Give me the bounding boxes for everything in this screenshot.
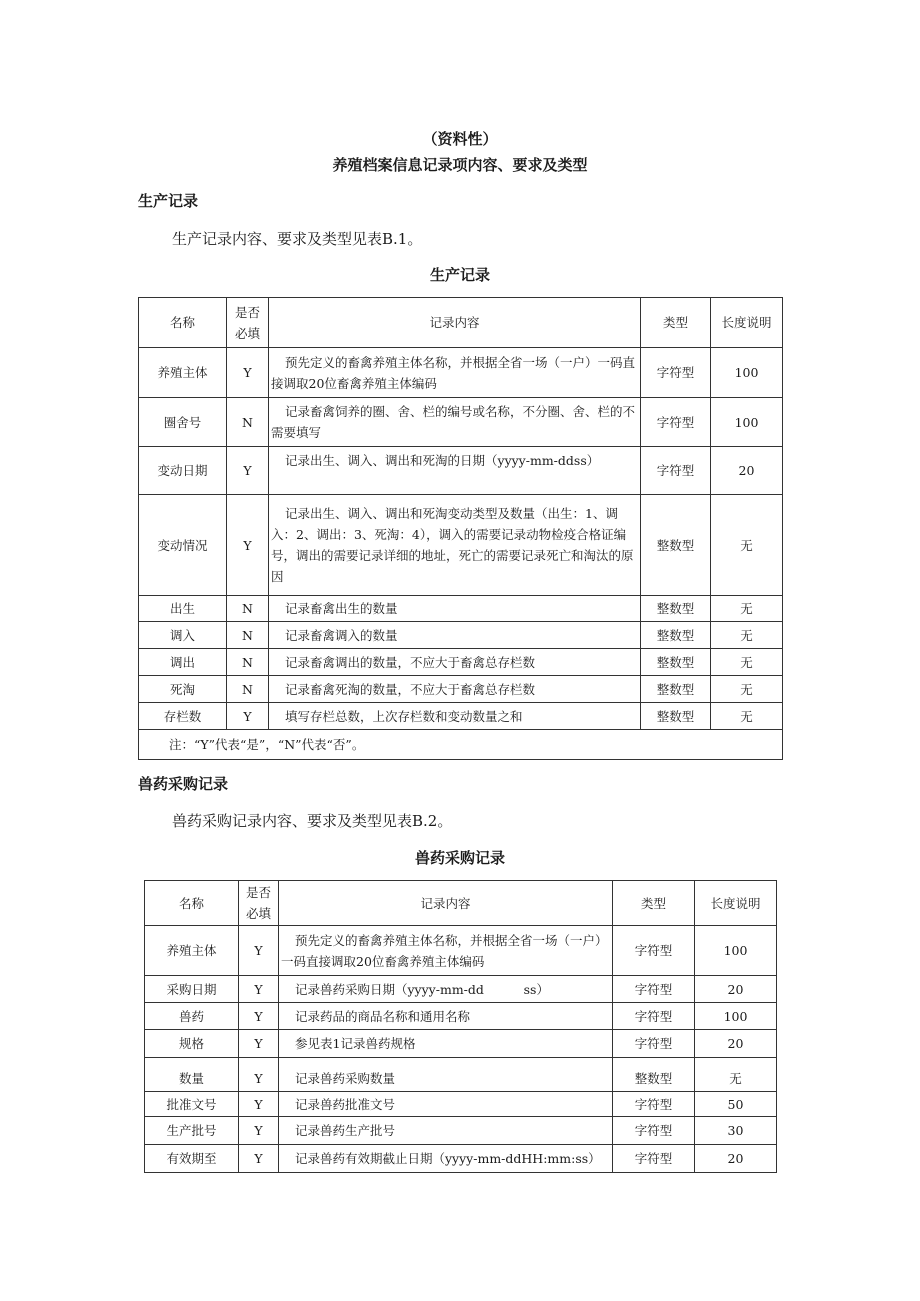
row-required: N [227, 676, 269, 703]
production-record-table [138, 297, 783, 760]
row-length: 100 [695, 1003, 777, 1030]
row-name: 采购日期 [145, 976, 239, 1003]
row-name: 圈舍号 [139, 398, 227, 447]
row-name: 存栏数 [139, 703, 227, 730]
header-length: 长度说明 [711, 298, 783, 348]
appendix-title: 养殖档案信息记录项内容、要求及类型 [332, 156, 588, 174]
header-content: 记录内容 [279, 881, 613, 926]
row-required: N [227, 398, 269, 447]
table-row [145, 1092, 777, 1117]
row-required: Y [239, 1003, 279, 1030]
table-note-row [139, 730, 783, 760]
row-length: 100 [711, 348, 783, 398]
table-row [145, 1058, 777, 1092]
row-length: 无 [695, 1058, 777, 1092]
header-content: 记录内容 [269, 298, 641, 348]
row-content: 记录畜禽饲养的圈、舍、栏的编号或名称，不分圈、舍、栏的不需要填写 [269, 398, 641, 447]
row-length: 无 [711, 596, 783, 622]
row-name: 规格 [145, 1030, 239, 1058]
row-required: Y [239, 1092, 279, 1117]
row-content: 记录兽药批准文号 [279, 1092, 613, 1117]
row-type: 字符型 [613, 1145, 695, 1173]
table-row [139, 596, 783, 622]
row-type: 整数型 [641, 596, 711, 622]
row-required: Y [239, 926, 279, 976]
header-name: 名称 [145, 881, 239, 926]
row-length: 20 [695, 976, 777, 1003]
row-required: N [227, 622, 269, 649]
row-name: 兽药 [145, 1003, 239, 1030]
row-content: 预先定义的畜禽养殖主体名称，并根据全省一场（一户）一码直接调取20位畜禽养殖主体编码 [279, 926, 613, 976]
row-required: Y [239, 1058, 279, 1092]
row-content: 记录兽药采购数量 [279, 1058, 613, 1092]
row-type: 字符型 [641, 447, 711, 495]
row-required: N [227, 649, 269, 676]
row-length: 50 [695, 1092, 777, 1117]
row-type: 整数型 [641, 495, 711, 596]
row-required: Y [227, 495, 269, 596]
vet-drug-purchase-table [144, 880, 777, 1173]
row-name: 生产批号 [145, 1117, 239, 1145]
row-name: 出生 [139, 596, 227, 622]
row-content: 记录兽药有效期截止日期（yyyy-mm-ddHH:mm:ss） [279, 1145, 613, 1173]
table-row [139, 348, 783, 398]
table-header-row [139, 298, 783, 348]
table-caption-vet-drug: 兽药采购记录 [414, 849, 505, 867]
table-row [139, 495, 783, 596]
row-required: N [227, 596, 269, 622]
header-type: 类型 [613, 881, 695, 926]
row-content: 记录畜禽调出的数量，不应大于畜禽总存栏数 [269, 649, 641, 676]
row-required: Y [239, 1145, 279, 1173]
table-row [145, 1117, 777, 1145]
row-required: Y [239, 1030, 279, 1058]
row-content: 填写存栏总数，上次存栏数和变动数量之和 [269, 703, 641, 730]
section-intro-vet-drug: 兽药采购记录内容、要求及类型见表B.2。 [172, 812, 453, 830]
table-row [145, 976, 777, 1003]
row-length: 无 [711, 622, 783, 649]
header-length: 长度说明 [695, 881, 777, 926]
row-length: 20 [695, 1030, 777, 1058]
table-note: 注：“Y”代表“是”，“N”代表“否”。 [139, 730, 783, 760]
header-type: 类型 [641, 298, 711, 348]
table-row [139, 703, 783, 730]
table-caption-production: 生产记录 [429, 266, 490, 284]
row-content: 记录畜禽调入的数量 [269, 622, 641, 649]
header-name: 名称 [139, 298, 227, 348]
appendix-label: （资料性） [422, 130, 498, 148]
section-heading-vet-drug: 兽药采购记录 [138, 775, 229, 793]
row-name: 批准文号 [145, 1092, 239, 1117]
section-intro-production: 生产记录内容、要求及类型见表B.1。 [172, 230, 423, 248]
row-content: 记录出生、调入、调出和死淘变动类型及数量（出生：1、调入：2、调出：3、死淘：4），调入的需要记录动物检疫合格证编号，调出的需要记录详细的地址，死亡的需要记录死亡和淘汰的原因 [269, 495, 641, 596]
row-type: 字符型 [613, 1003, 695, 1030]
row-type: 字符型 [613, 926, 695, 976]
table-row [139, 447, 783, 495]
table-row [139, 398, 783, 447]
row-type: 字符型 [641, 398, 711, 447]
row-length: 无 [711, 703, 783, 730]
row-name: 调出 [139, 649, 227, 676]
table-header-row [145, 881, 777, 926]
row-content: 记录兽药生产批号 [279, 1117, 613, 1145]
row-length: 20 [711, 447, 783, 495]
section-heading-production: 生产记录 [138, 192, 199, 210]
row-content: 记录出生、调入、调出和死淘的日期（yyyy-mm-ddss） [269, 447, 641, 495]
row-type: 整数型 [613, 1058, 695, 1092]
row-name: 变动日期 [139, 447, 227, 495]
row-name: 养殖主体 [139, 348, 227, 398]
row-name: 调入 [139, 622, 227, 649]
row-type: 字符型 [613, 976, 695, 1003]
table-row [139, 622, 783, 649]
row-content: 记录药品的商品名称和通用名称 [279, 1003, 613, 1030]
row-length: 100 [695, 926, 777, 976]
row-name: 死淘 [139, 676, 227, 703]
row-length: 20 [695, 1145, 777, 1173]
row-type: 字符型 [641, 348, 711, 398]
table-row [145, 1003, 777, 1030]
row-type: 字符型 [613, 1030, 695, 1058]
row-type: 整数型 [641, 622, 711, 649]
row-required: Y [227, 703, 269, 730]
header-required: 是否 必填 [239, 881, 279, 926]
row-type: 字符型 [613, 1117, 695, 1145]
row-content: 参见表1记录兽药规格 [279, 1030, 613, 1058]
row-name: 变动情况 [139, 495, 227, 596]
table-row [145, 1145, 777, 1173]
row-required: Y [239, 976, 279, 1003]
header-required: 是否 必填 [227, 298, 269, 348]
table-row [139, 676, 783, 703]
table-row [145, 926, 777, 976]
row-length: 100 [711, 398, 783, 447]
row-length: 无 [711, 676, 783, 703]
row-required: Y [239, 1117, 279, 1145]
row-content: 记录兽药采购日期（yyyy-mm-dd ss） [279, 976, 613, 1003]
row-type: 整数型 [641, 676, 711, 703]
row-length: 无 [711, 649, 783, 676]
row-type: 字符型 [613, 1092, 695, 1117]
row-name: 养殖主体 [145, 926, 239, 976]
table-row [139, 649, 783, 676]
row-required: Y [227, 447, 269, 495]
row-content: 预先定义的畜禽养殖主体名称，并根据全省一场（一户）一码直接调取20位畜禽养殖主体编码 [269, 348, 641, 398]
row-length: 30 [695, 1117, 777, 1145]
row-name: 数量 [145, 1058, 239, 1092]
row-length: 无 [711, 495, 783, 596]
row-content: 记录畜禽出生的数量 [269, 596, 641, 622]
row-type: 整数型 [641, 649, 711, 676]
row-name: 有效期至 [145, 1145, 239, 1173]
row-content: 记录畜禽死淘的数量，不应大于畜禽总存栏数 [269, 676, 641, 703]
row-type: 整数型 [641, 703, 711, 730]
table-row [145, 1030, 777, 1058]
row-required: Y [227, 348, 269, 398]
